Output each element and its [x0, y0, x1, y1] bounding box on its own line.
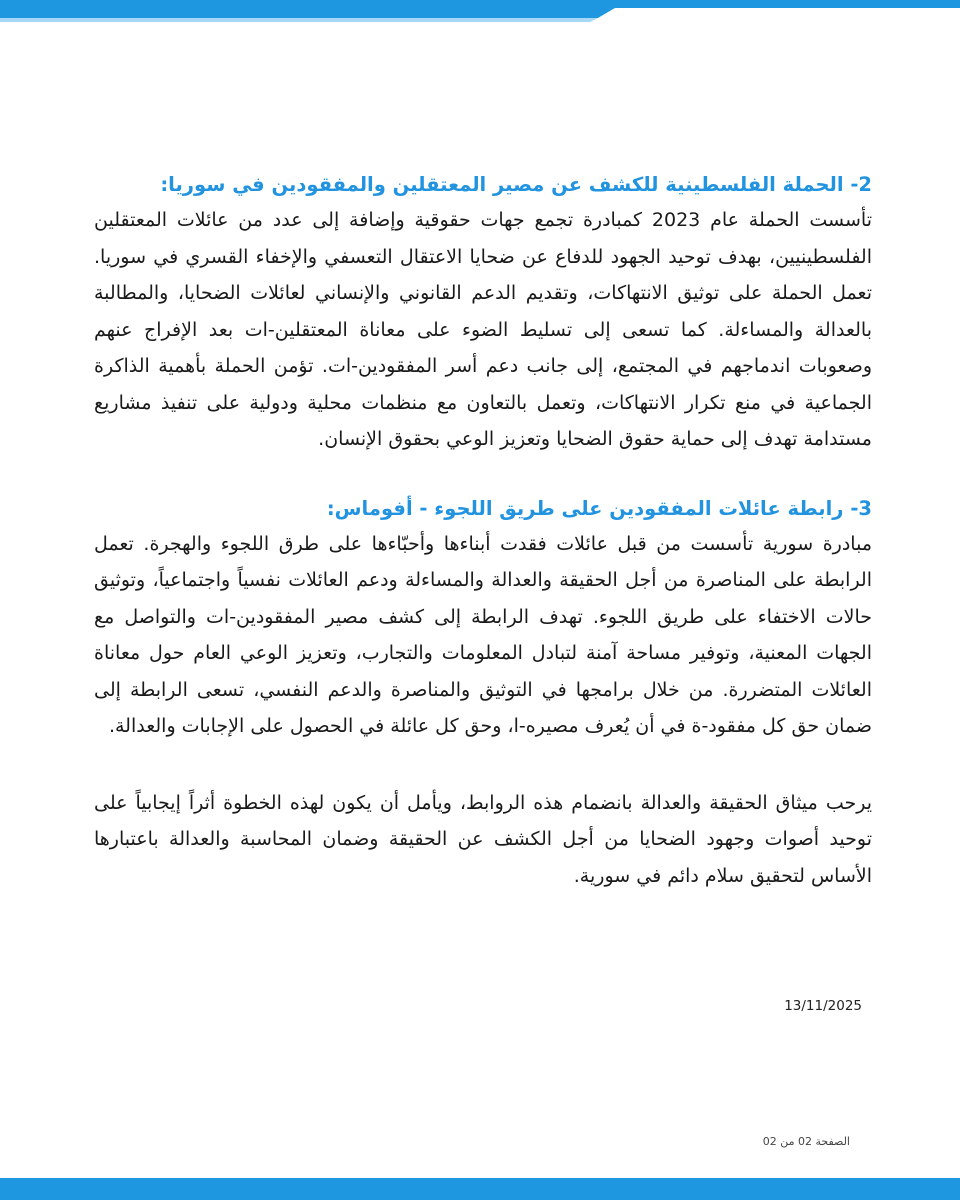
top-decorative-band	[0, 0, 960, 36]
bottom-decorative-band	[0, 1178, 960, 1200]
document-date: 13/11/2025	[784, 998, 862, 1014]
top-band-white-cut	[590, 8, 960, 22]
section-body-palestinian-campaign: تأسست الحملة عام 2023 كمبادرة تجمع جهات حقوقية وإضافة إلى عدد من عائلات المعتقلين الفلسطينيين، بهدف توحيد الجهود للدفاع عن ضحايا الاعتقال التعسفي والإخفاء القسري في سوريا. تعمل الحملة على توثيق الانتهاكات، وتقديم الدعم القانوني والإنساني لعائلات الضحايا، والمطالبة بالعدالة والمساءلة. كما تسعى إلى تسليط الضوء على معاناة المعتقلين-ات بعد الإفراج عنهم وصعوبات اندماجهم في المجتمع، إلى جانب دعم أسر المفقودين-ات. تؤمن الحملة بأهمية الذاكرة الجماعية في منع تكرار الانتهاكات، وتعمل بالتعاون مع منظمات محلية ودولية على تنفيذ مشاريع مستدامة تهدف إلى حماية حقوق الضحايا وتعزيز الوعي بحقوق الإنسان.	[94, 209, 873, 450]
document-body	[94, 168, 872, 894]
spacer	[94, 458, 872, 492]
closing-paragraph: يرحب ميثاق الحقيقة والعدالة بانضمام هذه الروابط، ويأمل أن يكون لهذه الخطوة أثراً إيجابياً على توحيد أصوات وجهود الضحايا من أجل الكشف عن الحقيقة وضمان المحاسبة والعدالة باعتبارها الأساس لتحقيق سلام دائم في سورية.	[94, 791, 872, 887]
page-number: الصفحة 02 من 02	[762, 1135, 850, 1148]
section-title-afumas-association: 3- رابطة عائلات المفقودين على طريق اللجوء - أفوماس:	[326, 496, 872, 520]
section-title-palestinian-campaign: 2- الحملة الفلسطينية للكشف عن مصير المعتقلين والمفقودين في سوريا:	[160, 173, 872, 196]
spacer	[94, 745, 872, 785]
section-body-afumas-association: مبادرة سورية تأسست من قبل عائلات فقدت أبناءها وأحبّاءها على طرق اللجوء والهجرة. تعمل الرابطة على المناصرة من أجل الحقيقة والعدالة والمساءلة ودعم العائلات نفسياً واجتماعياً، وتوثيق حالات الاختفاء على طريق اللجوء. تهدف الرابطة إلى كشف مصير المفقودين-ات والتواصل مع الجهات المعنية، وتوفير مساحة آمنة لتبادل المعلومات والتجارب، وتعزيز الوعي العام حول معاناة العائلات المتضررة. من خلال برامجها في التوثيق والمناصرة والدعم النفسي، تسعى الرابطة إلى ضمان حق كل مفقود-ة في أن يُعرف مصيره-ا، وحق كل عائلة في الحصول على الإجابات والعدالة.	[94, 532, 872, 737]
